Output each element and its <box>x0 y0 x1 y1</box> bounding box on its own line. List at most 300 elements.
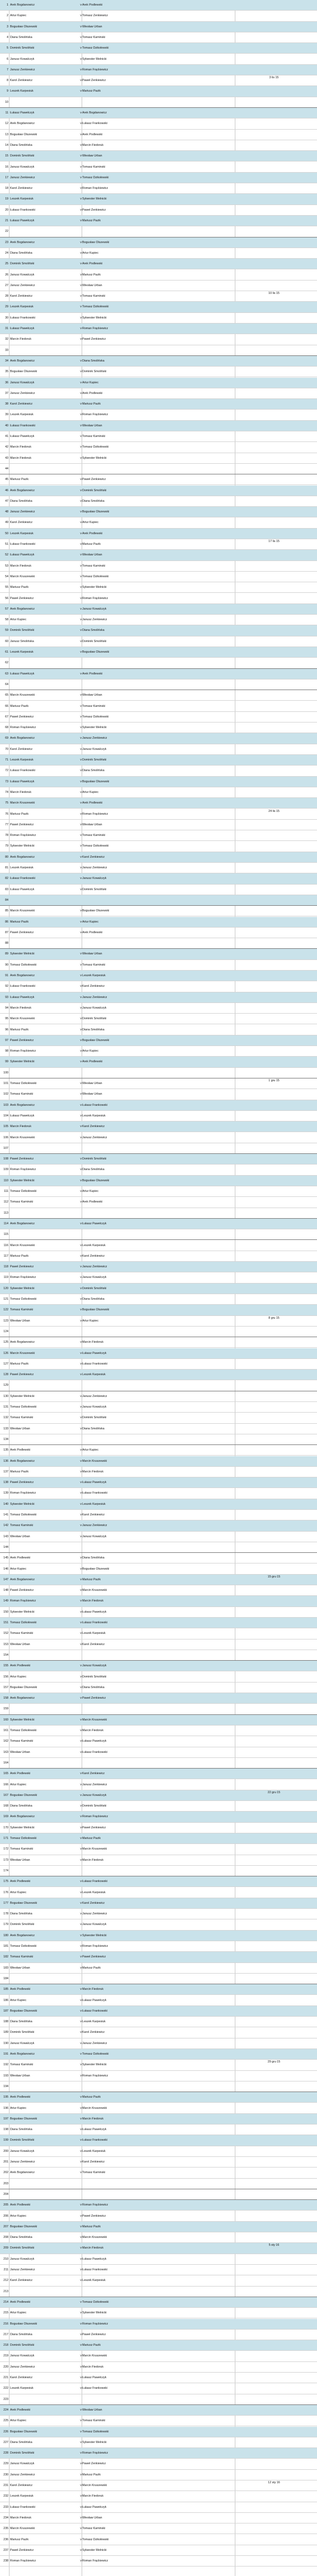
home-player: Łukasz Frankowski <box>10 2505 36 2509</box>
home-player: Tomasz Kaminski <box>10 1524 34 1528</box>
table-row <box>0 378 317 388</box>
table-row <box>0 863 317 873</box>
table-row <box>0 960 317 971</box>
row-number: 145 <box>3 1556 8 1560</box>
versus-marker: v <box>80 1577 82 1581</box>
table-row <box>0 1197 317 1208</box>
row-number: 197 <box>3 2117 8 2121</box>
table-row <box>0 1143 317 1154</box>
row-number: 19 <box>5 197 8 201</box>
home-player: Dominik Smoliński <box>10 154 35 158</box>
table-row <box>0 2146 317 2157</box>
away-player: Sylwester Melnicki <box>82 2548 107 2552</box>
row-number: 53 <box>5 564 8 568</box>
away-player: Janusz Kowalczyk <box>82 1276 107 1280</box>
table-row <box>0 2135 317 2146</box>
table-row <box>0 2081 317 2092</box>
home-player: Leszek Karpesiuk <box>10 413 34 417</box>
row-number: 198 <box>3 2128 8 2132</box>
row-number: 163 <box>3 1750 8 1754</box>
table-row <box>0 971 317 981</box>
away-player: Marcin Kruszewski <box>82 2236 107 2240</box>
row-number: 214 <box>3 2300 8 2304</box>
versus-marker: v <box>80 143 82 147</box>
versus-marker: v <box>80 79 82 83</box>
row-number: 147 <box>3 1577 8 1581</box>
round-date: 8 gru 15 <box>268 1316 280 1320</box>
away-player <box>82 1068 177 1078</box>
row-number: 225 <box>3 2419 8 2423</box>
home-player: Sylwester Melnicki <box>10 1826 35 1829</box>
home-player: Janusz Zenkiewicz <box>10 283 35 287</box>
away-player: Tomasz Dzikołowski <box>82 445 109 449</box>
versus-marker: v <box>80 1243 82 1247</box>
away-player: Dominik Smoliński <box>82 370 107 374</box>
home-player: Artur Kupiec <box>10 2311 27 2315</box>
table-row <box>0 949 317 959</box>
versus-marker: v <box>80 2171 82 2175</box>
home-player: Paweł Zenkiewicz <box>10 1481 34 1485</box>
versus-marker: v <box>80 1696 82 1700</box>
table-row <box>0 173 317 183</box>
home-player: Sylwester Melnicki <box>10 1718 35 1722</box>
table-row <box>0 1855 317 1866</box>
table-row <box>0 1618 317 1628</box>
home-player <box>10 2189 74 2200</box>
away-player: Janusz Kowalczyk <box>82 1405 107 1409</box>
away-player: Leszek Karpesiuk <box>82 1114 106 1118</box>
row-number: 38 <box>5 402 8 406</box>
versus-marker: v <box>80 2473 82 2477</box>
row-number: 63 <box>5 672 8 676</box>
away-player: Marcin Fiedoruk <box>82 2246 103 2250</box>
away-player: Roman Frąckiewicz <box>82 413 108 417</box>
versus-marker: v <box>80 208 82 212</box>
versus-marker: v <box>80 1286 82 1290</box>
away-player: Tomasz Kaminski <box>82 834 106 838</box>
away-player: Łukasz Pawełczyk <box>82 1998 107 2002</box>
away-player: Bogusław Olszewski <box>82 650 110 654</box>
versus-marker: v <box>80 1254 82 1258</box>
table-row <box>0 1683 317 1693</box>
away-player <box>82 1380 177 1391</box>
home-player: Wiesław Urban <box>10 1642 30 1646</box>
row-number: 39 <box>5 413 8 417</box>
away-player <box>82 226 177 237</box>
away-player: Arek Podlewski <box>82 531 103 535</box>
away-player <box>82 1650 177 1661</box>
home-player: Łukasz Pawełczyk <box>10 780 35 783</box>
row-number: 81 <box>5 866 8 869</box>
versus-marker: v <box>80 1502 82 1506</box>
versus-marker: v <box>80 1610 82 1614</box>
home-player: Łukasz Frankowski <box>10 543 36 546</box>
home-player: Tomasz Dzikołowski <box>10 1297 37 1301</box>
round-date: 24 lis 15 <box>268 809 280 813</box>
home-player <box>10 1380 74 1391</box>
table-row <box>0 2168 317 2178</box>
row-number: 171 <box>3 1837 8 1840</box>
table-row <box>0 1121 317 1132</box>
versus-marker: v <box>80 251 82 255</box>
away-player: Mariusz Pazik <box>82 1837 101 1840</box>
away-player: Karol Zenkiewicz <box>82 1513 105 1517</box>
home-player: Janusz Kowalczyk <box>10 2462 35 2466</box>
versus-marker: v <box>80 1405 82 1409</box>
versus-marker: v <box>80 1351 82 1355</box>
away-player: Tomasz Zenkiewicz <box>82 14 108 18</box>
table-row <box>0 1272 317 1283</box>
row-number: 111 <box>3 1190 8 1193</box>
away-player: Marcin Fiedoruk <box>82 1599 103 1603</box>
row-number: 215 <box>3 2311 8 2315</box>
home-player: Mariusz Pazik <box>10 1362 29 1366</box>
table-row <box>0 65 317 75</box>
home-player: Łukasz Pawełczyk <box>10 995 35 999</box>
versus-marker: v <box>80 381 82 384</box>
row-number: 190 <box>3 2041 8 2045</box>
home-player: Artur Kupiec <box>10 2214 27 2218</box>
away-player <box>82 679 177 690</box>
row-number: 144 <box>3 1545 8 1549</box>
table-row <box>0 2545 317 2556</box>
home-player: Karol Zenkiewicz <box>10 747 33 751</box>
home-player: Arek Bogdanowicz <box>10 3 35 7</box>
versus-marker: v <box>80 3 82 7</box>
home-player: Roman Frąckiewicz <box>10 1491 36 1495</box>
versus-marker: v <box>80 1729 82 1732</box>
table-row <box>0 820 317 830</box>
row-number: 42 <box>5 445 8 449</box>
row-number: 27 <box>5 283 8 287</box>
row-number: 162 <box>3 1739 8 1743</box>
versus-marker: v <box>80 1038 82 1042</box>
versus-marker: v <box>80 2041 82 2045</box>
versus-marker: v <box>80 132 82 136</box>
table-row <box>0 1046 317 1057</box>
home-player: Mariusz Pazik <box>10 920 29 924</box>
table-row <box>0 1888 317 1898</box>
away-player: Wiesław Urban <box>82 2408 102 2412</box>
home-player: Tomasz Kaminski <box>10 2063 34 2067</box>
home-player: Łukasz Pawełczyk <box>10 672 35 676</box>
away-player: Łukasz Pawełczyk <box>82 1481 107 1485</box>
away-player: Łukasz Pawełczyk <box>82 2128 107 2132</box>
versus-marker: v <box>80 2160 82 2164</box>
home-player <box>10 2287 74 2297</box>
versus-marker: v <box>80 995 82 999</box>
row-number: 90 <box>5 963 8 967</box>
away-player: Leszek Karpesiuk <box>82 2020 106 2024</box>
away-player <box>82 938 177 949</box>
versus-marker: v <box>80 111 82 115</box>
versus-marker: v <box>80 650 82 654</box>
away-player: Diana Smolińska <box>82 499 105 503</box>
home-player: Wiesław Urban <box>10 2074 30 2078</box>
versus-marker: v <box>80 1265 82 1269</box>
row-number: 202 <box>3 2171 8 2175</box>
home-player: Leszek Karpesiuk <box>10 531 34 535</box>
home-player: Artur Kupiec <box>10 1890 27 1894</box>
table-row <box>0 0 317 11</box>
table-row <box>0 1780 317 1790</box>
round-date: 10 lis 15 <box>268 292 280 296</box>
away-player: Dominik Smoliński <box>82 488 107 492</box>
table-row <box>0 2232 317 2243</box>
versus-marker: v <box>80 736 82 740</box>
versus-marker: v <box>80 305 82 309</box>
table-row <box>0 486 317 496</box>
home-player: Roman Frąckiewicz <box>10 2559 36 2563</box>
home-player: Arek Bogdanowicz <box>10 1577 35 1581</box>
table-row <box>0 1229 317 1240</box>
home-player <box>10 1208 74 1219</box>
table-row <box>0 938 317 949</box>
home-player: Tomasz Kaminski <box>10 1092 34 1096</box>
table-row <box>0 1520 317 1531</box>
home-player: Mariusz Pazik <box>10 812 29 816</box>
away-player: Sylwester Melnicki <box>82 57 107 61</box>
versus-marker: v <box>80 14 82 18</box>
row-number: 231 <box>3 2484 8 2487</box>
away-player: Tomasz Kaminski <box>82 2527 106 2531</box>
table-row <box>0 1208 317 1219</box>
away-player: Diana Smolińska <box>82 629 105 633</box>
home-player: Leszek Karpesiuk <box>10 758 34 762</box>
row-number: 172 <box>3 1847 8 1851</box>
table-row <box>0 1402 317 1413</box>
table-row <box>0 1995 317 2006</box>
away-player: Tomasz Dzikołowski <box>82 2052 109 2056</box>
home-player: Diana Smolińska <box>10 251 32 255</box>
table-row <box>0 604 317 615</box>
home-player: Artur Kupiec <box>10 1998 27 2002</box>
row-number: 159 <box>3 1707 8 1711</box>
home-player: Janusz Kowalczyk <box>10 2257 35 2261</box>
row-number: 210 <box>3 2257 8 2261</box>
row-number: 156 <box>3 1675 8 1679</box>
table-row <box>0 2254 317 2265</box>
row-number: 36 <box>5 381 8 384</box>
home-player: Sylwester Melnicki <box>10 1286 35 1290</box>
row-number: 204 <box>3 2192 8 2196</box>
row-number: 52 <box>5 553 8 557</box>
table-row <box>0 701 317 712</box>
versus-marker: v <box>80 2300 82 2304</box>
home-player: Wiesław Urban <box>10 1319 30 1323</box>
away-player: Leszek Karpesiuk <box>82 1632 106 1636</box>
versus-marker: v <box>80 294 82 298</box>
row-number: 176 <box>3 1890 8 1894</box>
table-row <box>0 2351 317 2361</box>
row-number: 32 <box>5 338 8 341</box>
row-number: 7 <box>7 68 8 72</box>
row-number: 131 <box>3 1405 8 1409</box>
versus-marker: v <box>80 2548 82 2552</box>
away-player: Leszek Karpesiuk <box>82 1243 106 1247</box>
away-player: Leszek Karpesiuk <box>82 1373 106 1377</box>
table-row <box>0 313 317 324</box>
away-player <box>82 1208 177 1219</box>
versus-marker: v <box>80 2484 82 2487</box>
away-player: Arek Bogdanowicz <box>82 111 107 115</box>
table-row <box>0 1359 317 1370</box>
versus-marker: v <box>80 1470 82 1474</box>
home-player: Arek Bogdanowicz <box>10 2171 35 2175</box>
home-player: Tomasz Kaminski <box>10 1739 34 1743</box>
versus-marker: v <box>80 1308 82 1312</box>
round-date: 22 gru 15 <box>267 1790 281 1794</box>
home-player: Marcin Kruszewski <box>10 801 35 805</box>
home-player: Sylwester Melnicki <box>10 1394 35 1398</box>
home-player <box>10 2081 74 2092</box>
away-player: Sylwester Melnicki <box>82 726 107 730</box>
row-number: 182 <box>3 1955 8 1959</box>
row-number: 121 <box>3 1297 8 1301</box>
row-number: 168 <box>3 1804 8 1808</box>
away-player: Dominik Smoliński <box>82 1017 107 1021</box>
versus-marker: v <box>80 2419 82 2423</box>
home-player: Tomasz Kaminski <box>10 1200 34 1204</box>
versus-marker: v <box>80 2527 82 2531</box>
away-player: Tomasz Dzikołowski <box>82 46 109 50</box>
table-row <box>0 744 317 755</box>
row-number: 200 <box>3 2149 8 2153</box>
home-player: Janusz Kowalczyk <box>10 2354 35 2358</box>
table-row <box>0 431 317 442</box>
versus-marker: v <box>80 834 82 838</box>
home-player: Karol Zenkiewicz <box>10 402 33 406</box>
table-row <box>0 917 317 928</box>
versus-marker: v <box>80 240 82 244</box>
home-player: Tomasz Kaminski <box>10 1955 34 1959</box>
table-row <box>0 281 317 291</box>
versus-marker: v <box>80 1988 82 1992</box>
versus-marker: v <box>80 1135 82 1139</box>
home-player: Tomasz Kaminski <box>10 1308 34 1312</box>
home-player: Wiesław Urban <box>10 1858 30 1862</box>
table-row <box>0 2200 317 2211</box>
table-row <box>0 1434 317 1445</box>
row-number: 212 <box>3 2279 8 2283</box>
home-player: Artur Kupiec <box>10 1675 27 1679</box>
away-player: Karol Zenkiewicz <box>82 2031 105 2035</box>
versus-marker: v <box>80 2106 82 2110</box>
table-row <box>0 1974 317 1984</box>
table-row <box>0 1305 317 1315</box>
row-number: 79 <box>5 844 8 848</box>
table-row <box>0 1984 317 1995</box>
row-number: 74 <box>5 790 8 794</box>
home-player: Paweł Zenkiewicz <box>10 1157 34 1161</box>
away-player: Marcin Kruszewski <box>82 2354 107 2358</box>
row-number: 187 <box>3 2009 8 2013</box>
table-row <box>0 334 317 345</box>
versus-marker: v <box>80 715 82 719</box>
versus-marker: v <box>80 1847 82 1851</box>
away-player: Łukasz Frankowski <box>82 1103 108 1107</box>
away-player: Paweł Zenkiewicz <box>82 208 106 212</box>
away-player: Leszek Karpesiuk <box>82 1502 106 1506</box>
row-number: 113 <box>3 1211 8 1215</box>
row-number: 102 <box>3 1092 8 1096</box>
home-player: Janusz Kowalczyk <box>10 57 35 61</box>
home-player: Diana Smolińska <box>10 2440 32 2444</box>
home-player <box>10 938 74 949</box>
home-player: Tomasz Dzikołowski <box>10 963 37 967</box>
versus-marker: v <box>80 1190 82 1193</box>
versus-marker: v <box>80 2128 82 2132</box>
table-row <box>0 2189 317 2200</box>
home-player: Karol Zenkiewicz <box>10 79 33 83</box>
away-player: Mariusz Pazik <box>82 1966 101 1970</box>
table-row <box>0 906 317 916</box>
away-player: Karol Zenkiewicz <box>82 1125 105 1129</box>
home-player: Paweł Zenkiewicz <box>10 2548 34 2552</box>
row-number: 20 <box>5 208 8 212</box>
row-number: 119 <box>3 1276 8 1280</box>
table-row <box>0 1165 317 1175</box>
away-player: Marcin Fiedoruk <box>82 1858 103 1862</box>
versus-marker: v <box>80 790 82 794</box>
table-row <box>0 2222 317 2232</box>
versus-marker: v <box>80 338 82 341</box>
home-player: Łukasz Pawełczyk <box>10 111 35 115</box>
row-number: 233 <box>3 2505 8 2509</box>
home-player: Paweł Zenkiewicz <box>10 930 34 934</box>
versus-marker: v <box>80 1006 82 1010</box>
versus-marker: v <box>80 1513 82 1517</box>
table-row <box>0 2006 317 2017</box>
versus-marker: v <box>80 909 82 913</box>
row-number: 110 <box>3 1178 8 1182</box>
table-row <box>0 22 317 32</box>
away-player: Dominik Smoliński <box>82 1416 107 1420</box>
versus-marker: v <box>80 1394 82 1398</box>
versus-marker: v <box>80 424 82 427</box>
table-row <box>0 1251 317 1262</box>
home-player: Mariusz Pazik <box>10 2537 29 2541</box>
versus-marker: v <box>80 596 82 600</box>
versus-marker: v <box>80 1685 82 1689</box>
home-player: Arek Bogdanowicz <box>10 736 35 740</box>
versus-marker: v <box>80 693 82 697</box>
home-player <box>10 226 74 237</box>
versus-marker: v <box>80 122 82 126</box>
away-player: Wiesław Urban <box>82 693 102 697</box>
table-row <box>0 885 317 895</box>
versus-marker: v <box>80 1793 82 1797</box>
table-row <box>0 2071 317 2081</box>
row-number: 85 <box>5 909 8 913</box>
table-row <box>0 1456 317 1467</box>
home-player: Dominik Smoliński <box>10 2451 35 2455</box>
home-player: Diana Smolińska <box>10 2236 32 2240</box>
table-row <box>0 302 317 312</box>
table-row <box>0 2535 317 2545</box>
away-player: Marcin Kruszewski <box>82 1718 107 1722</box>
table-row <box>0 1488 317 1499</box>
away-player: Bogusław Olszewski <box>82 1308 110 1312</box>
home-player: Arek Bogdanowicz <box>10 1815 35 1819</box>
away-player: Marcin Fiedoruk <box>82 143 103 147</box>
away-player: Bogusław Olszewski <box>82 1038 110 1042</box>
away-player: Marcin Kruszewski <box>82 1589 107 1593</box>
versus-marker: v <box>80 68 82 72</box>
table-row <box>0 830 317 841</box>
away-player: Tomasz Dzikołowski <box>82 844 109 848</box>
table-row <box>0 593 317 604</box>
